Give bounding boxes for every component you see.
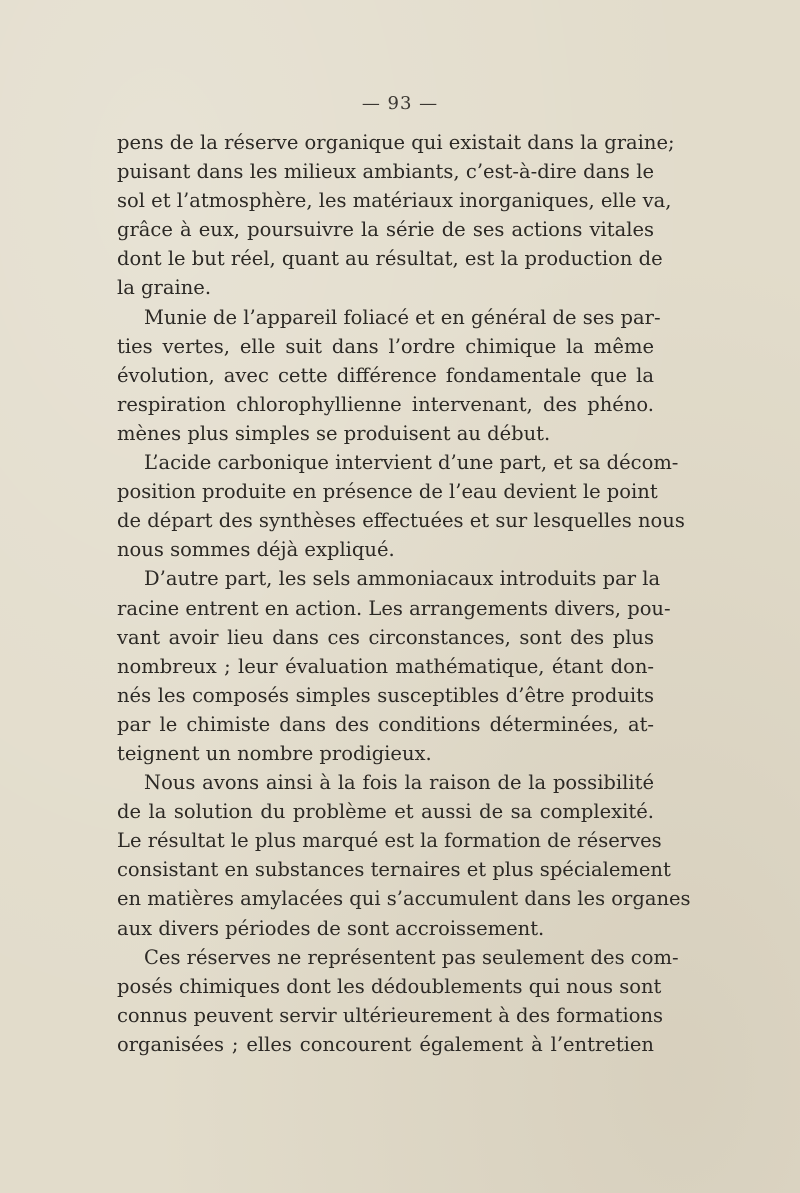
paragraph-start-line: D’autre part, les sels ammoniacaux introduits par la <box>144 567 661 591</box>
text-line: respiration chlorophyllienne intervenant, des phéno. <box>117 392 654 416</box>
body-text <box>117 128 691 1059</box>
paragraph-start-line: Munie de l’appareil foliacé et en général de ses par- <box>144 305 661 329</box>
text-line: aux divers périodes de sont accroissement. <box>117 916 545 940</box>
text-line: Le résultat le plus marqué est la formation de réserves <box>117 829 662 853</box>
text-line: position produite en présence de l’eau devient le point <box>117 480 658 504</box>
text-line: de la solution du problème et aussi de sa complexité. <box>117 800 654 824</box>
text-line: en matières amylacées qui s’accumulent dans les organes <box>117 887 691 911</box>
text-line: consistant en substances ternaires et plus spécialement <box>117 858 671 882</box>
paragraph-start-line: L’acide carbonique intervient d’une part, et sa décom- <box>144 451 679 475</box>
text-line: organisées ; elles concourent également à l’entretien <box>117 1032 654 1056</box>
text-line: posés chimiques dont les dédoublements qui nous sont <box>117 974 662 998</box>
text-line: grâce à eux, poursuivre la série de ses actions vitales <box>117 218 654 242</box>
text-line: pens de la réserve organique qui existait dans la graine; <box>117 131 675 154</box>
page-number: — 93 — <box>361 93 439 114</box>
text-line: dont le but réel, quant au résultat, est la production de <box>117 247 663 271</box>
text-line: ties vertes, elle suit dans l’ordre chimique la même <box>117 334 654 358</box>
paragraph-start-line: Nous avons ainsi à la fois la raison de la possibilité <box>144 771 654 795</box>
text-line: teignent un nombre prodigieux. <box>117 741 432 765</box>
paragraph-start-line: Ces réserves ne représentent pas seulement des com- <box>144 945 679 969</box>
text-line: par le chimiste dans des conditions déterminées, at- <box>117 712 654 736</box>
text-line: connus peuvent servir ultérieurement à des formations <box>117 1003 664 1027</box>
text-line: sol et l’atmosphère, les matériaux inorganiques, elle va, <box>117 189 672 213</box>
text-line: puisant dans les milieux ambiants, c’est-à-dire dans le <box>117 160 654 184</box>
text-line: racine entrent en action. Les arrangements divers, pou- <box>117 596 671 620</box>
text-line: la graine. <box>117 276 212 300</box>
text-line: mènes plus simples se produisent au début. <box>117 421 551 445</box>
text-line: évolution, avec cette différence fondamentale que la <box>117 363 654 387</box>
text-line: vant avoir lieu dans ces circonstances, sont des plus <box>117 625 654 649</box>
text-line: nous sommes déjà expliqué. <box>117 538 395 562</box>
text-line: nombreux ; leur évaluation mathématique, étant don- <box>117 654 654 678</box>
text-line: nés les composés simples susceptibles d’être produits <box>117 683 654 707</box>
text-line: de départ des synthèses effectuées et sur lesquelles nous <box>117 509 685 533</box>
